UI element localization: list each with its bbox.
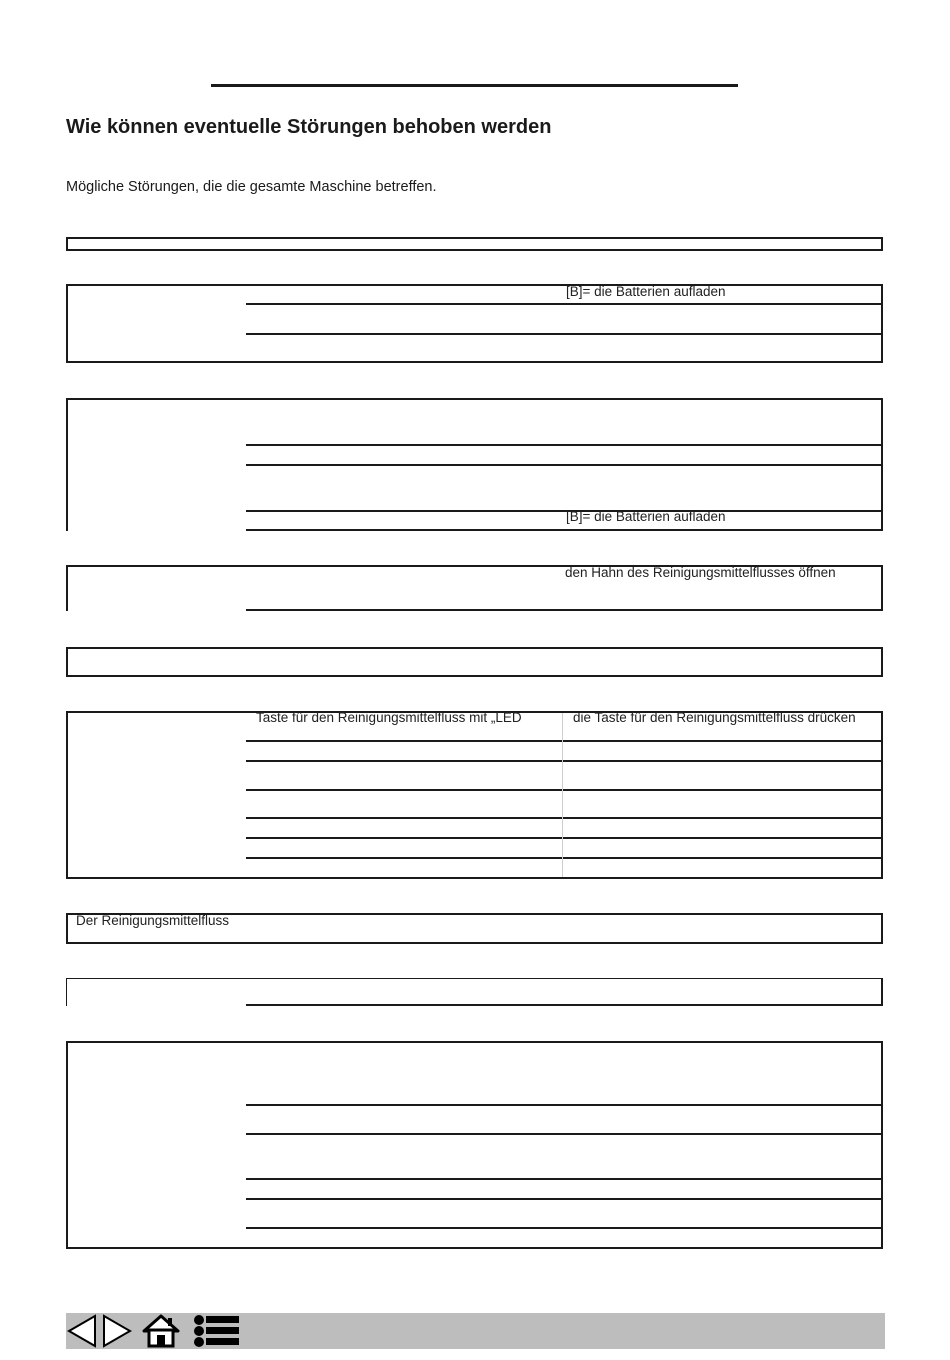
table-5-row-divider: [246, 740, 883, 742]
contents-list-icon[interactable]: [192, 1313, 240, 1349]
table-7-right-border: [881, 978, 883, 1006]
table-5-cause-cell: Taste für den Reinigungsmittelfluss mit „LED: [256, 710, 522, 725]
table-5-row-divider: [246, 789, 883, 791]
table-2-row-divider: [246, 529, 883, 531]
table-4: [66, 647, 883, 677]
table-3-remedy-cell: den Hahn des Reinigungsmittelflusses öffnen: [565, 565, 836, 580]
table-header-strip: [66, 237, 883, 251]
intro-text: Mögliche Störungen, die die gesamte Maschine betreffen.: [66, 179, 437, 195]
table-2-row-divider: [246, 510, 883, 512]
previous-page-icon[interactable]: [66, 1313, 102, 1349]
next-page-icon[interactable]: [101, 1313, 137, 1349]
table-5-row-divider: [246, 837, 883, 839]
table-6-problem-cell: Der Reinigungsmittelfluss: [76, 913, 230, 928]
table-1-row-divider: [246, 303, 883, 305]
table-3-row-divider: [246, 609, 883, 611]
table-8-row-divider: [246, 1104, 883, 1106]
table-5-row-divider: [246, 857, 883, 859]
table-7: [66, 978, 883, 1006]
table-7-row-divider: [246, 1004, 883, 1006]
table-8-row-divider: [246, 1198, 883, 1200]
table-8-row-divider: [246, 1227, 883, 1229]
table-5: [66, 711, 883, 879]
table-1: [66, 284, 883, 363]
table-5-column-divider: [562, 713, 563, 877]
footer-bar: [66, 1313, 885, 1349]
table-5-remedy-cell: die Taste für den Reinigungsmittelfluss drücken: [573, 710, 856, 725]
page-title: Wie können eventuelle Störungen behoben werden: [66, 116, 552, 138]
top-rule: [211, 84, 738, 87]
table-2-remedy-cell: [B]= die Batterien aufladen: [566, 509, 726, 524]
table-2-row-divider: [246, 464, 883, 466]
home-icon[interactable]: [141, 1313, 177, 1349]
table-8-row-divider: [246, 1178, 883, 1180]
table-8: [66, 1041, 883, 1249]
table-1-row-divider: [246, 333, 883, 335]
table-2-row-divider: [246, 444, 883, 446]
table-8-row-divider: [246, 1133, 883, 1135]
table-5-row-divider: [246, 817, 883, 819]
table-1-remedy-cell: [B]= die Batterien aufladen: [566, 284, 726, 299]
table-5-row-divider: [246, 760, 883, 762]
